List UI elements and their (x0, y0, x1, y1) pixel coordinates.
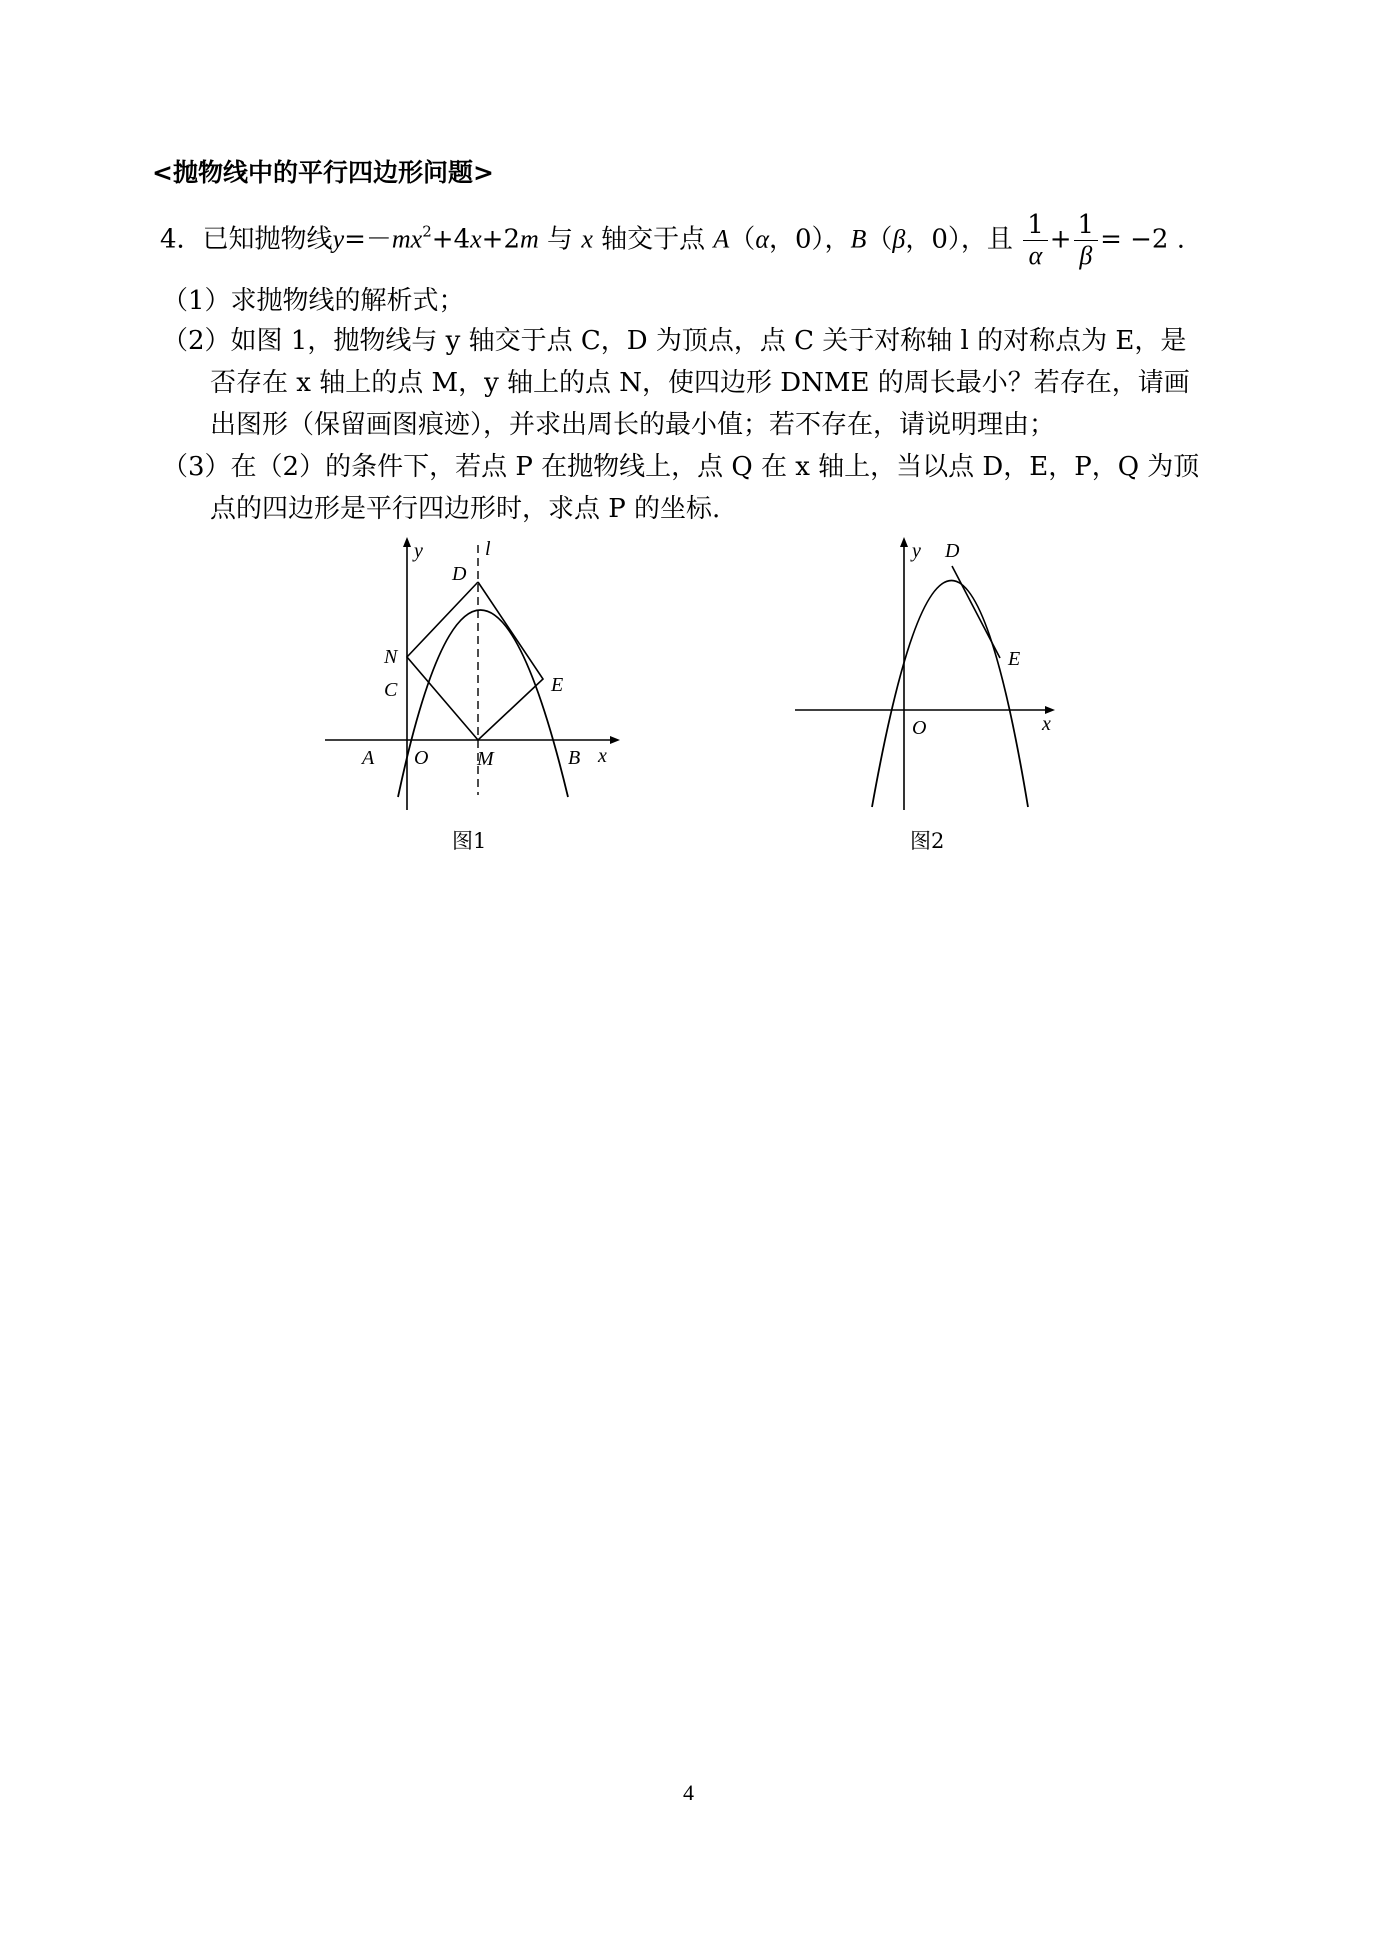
figure-1 (310, 535, 640, 815)
fraction-beta (1074, 210, 1099, 271)
eq-term2: +2 (481, 224, 520, 255)
part-2-line-1: （2）如图 1，抛物线与 y 轴交于点 C，D 为顶点，点 C 关于对称轴 l 的对称点为 E，是 (162, 326, 1187, 356)
page-number: 4 (683, 1780, 694, 1805)
part-3-line-2: 点的四边形是平行四边形时，求点 P 的坐标. (210, 494, 721, 524)
equation-result: = −2 . (1100, 224, 1185, 255)
fig1-label-D: D (452, 563, 467, 585)
eq-term1: +4 (431, 224, 471, 255)
fig1-label-y: y (414, 540, 423, 562)
fig2-label-O: O (912, 717, 927, 739)
fig1-label-C: C (384, 679, 398, 701)
part-1: （1）求抛物线的解析式； (162, 286, 465, 316)
fig2-label-y: y (912, 540, 921, 562)
eq-mx: mx (391, 224, 423, 254)
frac-num-1: 1 (1023, 210, 1048, 241)
x-axis-arrow (610, 736, 620, 744)
part-3-line-1: （3）在（2）的条件下，若点 P 在抛物线上，点 Q 在 x 轴上，当以点 D，E，P，Q 为顶 (162, 452, 1200, 482)
text-axis-intersect: 轴交于点 (601, 224, 706, 255)
fig1-label-O: O (414, 747, 429, 769)
section-heading: <抛物线中的平行四边形问题> (152, 158, 494, 187)
y-axis-arrow (900, 537, 908, 547)
coords-close-b: ，0），且 (905, 224, 1013, 255)
fig1-label-N: N (384, 646, 398, 668)
paren-open-a: （ (729, 224, 756, 255)
segment-DE (952, 566, 1000, 658)
eq-sign: =－ (344, 224, 392, 255)
figure-2-caption: 图2 (910, 829, 945, 853)
x-variable: x (581, 224, 593, 254)
eq-m: m (519, 224, 539, 254)
fig1-label-A: A (362, 747, 375, 769)
eq-exponent: 2 (422, 222, 432, 241)
point-B: B (850, 224, 867, 254)
fig1-label-x: x (598, 745, 607, 767)
fig2-label-E: E (1008, 648, 1021, 670)
part-2-line-2: 否存在 x 轴上的点 M，y 轴上的点 N，使四边形 DNME 的周长最小？若存在，请画 (210, 368, 1190, 398)
paren-open-b: （ (866, 224, 893, 255)
point-A: A (713, 224, 730, 254)
fig1-label-B: B (568, 747, 581, 769)
alpha: α (755, 224, 769, 254)
figure-2 (780, 535, 1080, 815)
figure-1-caption: 图1 (452, 829, 487, 853)
eq-x: x (470, 224, 482, 254)
frac-num-2: 1 (1074, 210, 1099, 241)
fraction-alpha (1023, 210, 1048, 271)
problem-statement (160, 210, 1185, 271)
plus-sign: + (1049, 224, 1072, 255)
quadrilateral-DNME (407, 582, 543, 740)
problem-number: 4． (160, 224, 203, 255)
text-with: 与 (547, 224, 574, 255)
fig2-label-D: D (945, 540, 960, 562)
fig2-label-x: x (1042, 713, 1051, 735)
frac-den-1: α (1028, 241, 1043, 270)
coords-close-a: ，0）， (768, 224, 851, 255)
y-axis-arrow (403, 537, 411, 547)
fig1-label-E: E (551, 674, 564, 696)
eq-y: y (332, 224, 345, 254)
fig1-label-l: l (485, 538, 491, 560)
fig1-label-M: M (477, 748, 494, 770)
part-2-line-3: 出图形（保留画图痕迹），并求出周长的最小值；若不存在，请说明理由； (210, 410, 1056, 440)
frac-den-2: β (1079, 241, 1093, 270)
beta: β (892, 224, 906, 254)
parabola-curve (872, 581, 1028, 808)
problem-intro: 已知抛物线 (202, 224, 333, 255)
